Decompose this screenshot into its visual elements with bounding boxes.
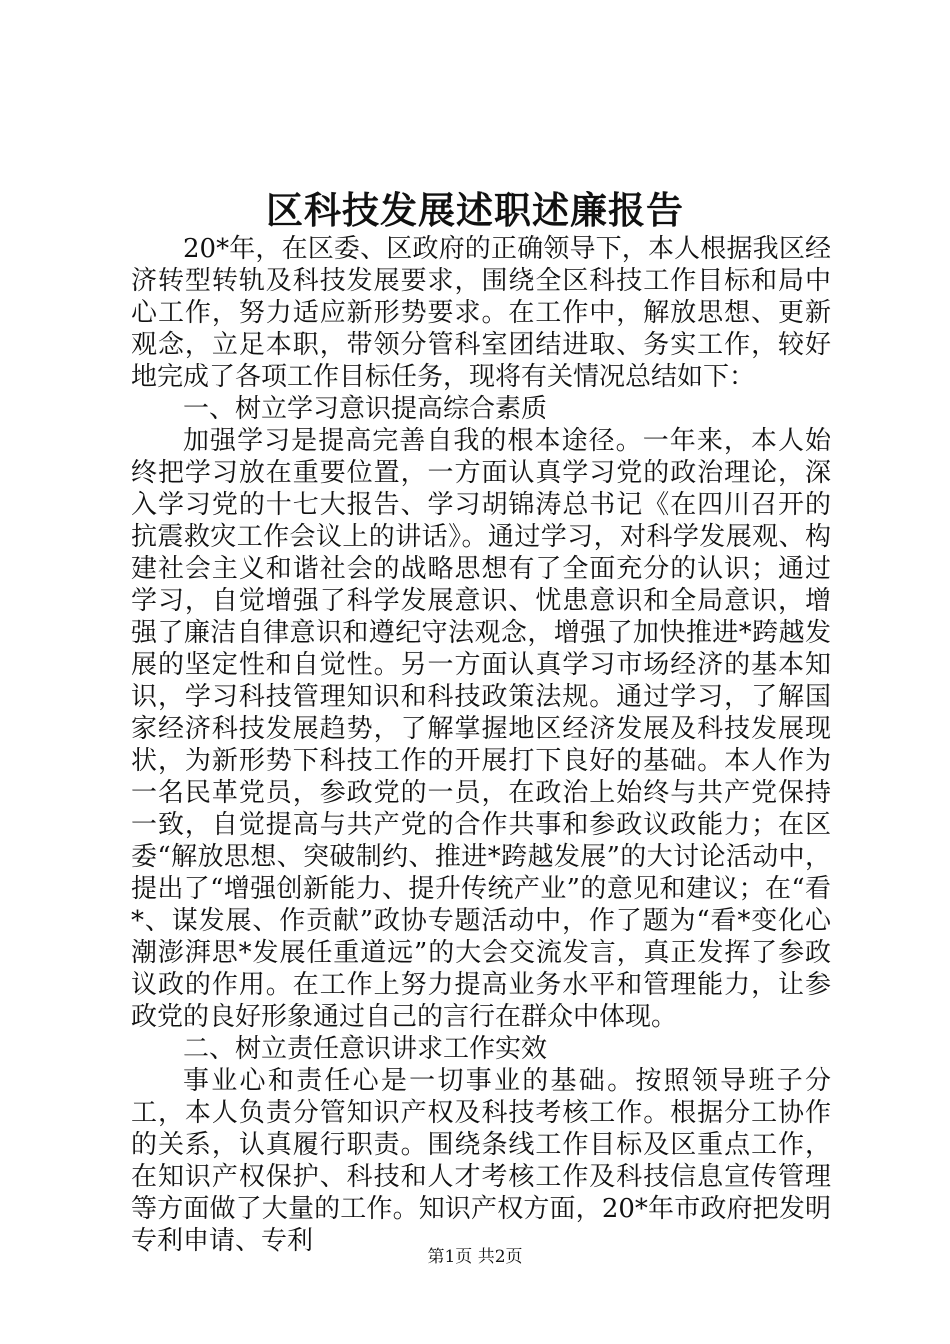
section-heading-1: 一、树立学习意识提高综合素质 bbox=[183, 394, 548, 424]
page-footer: 第1页 共2页 bbox=[427, 1247, 523, 1267]
document-title: 区科技发展述职述廉报告 bbox=[266, 188, 684, 232]
section-heading-2: 二、树立责任意识讲求工作实效 bbox=[183, 1034, 548, 1064]
section-1-paragraph: 加强学习是提高完善自我的根本途径。一年来，本人始终把学习放在重要位置，一方面认真学习党的政治理论，深入学习党的十七大报告、学习胡锦涛总书记《在四川召开的抗震救灾工作会议上的讲话》。通过学习，对科学发展观、构建社会主义和谐社会的战略思想有了全面充分的认识；通过学习，自觉增强了科学发展意识、忧患意识和全局意识，增强了廉洁自律意识和遵纪守法观念，增强了加快推进*跨越发展的坚定性和自觉性。另一方面认真学习市场经济的基本知识，学习科技管理知识和科技政策法规。通过学习，了解国家经济科技发展趋势，了解掌握地区经济发展及科技发展现状，为新形势下科技工作的开展打下良好的基础。本人作为一名民革党员，参政党的一员，在政治上始终与共产党保持一致，自觉提高与共产党的合作共事和参政议政能力；在区委“解放思想、突破制约、推进*跨越发展”的大讨论活动中，提出了“增强创新能力、提升传统产业”的意见和建议；在“看*、谋发展、作贡献”政协专题活动中，作了题为“看*变化心潮澎湃思*发展任重道远”的大会交流发言，真正发挥了参政议政的作用。在工作上努力提高业务水平和管理能力，让参政党的良好形象通过自己的言行在群众中体现。 bbox=[131, 426, 831, 1032]
section-2-paragraph: 事业心和责任心是一切事业的基础。按照领导班子分工，本人负责分管知识产权及科技考核工作。根据分工协作的关系，认真履行职责。围绕条线工作目标及区重点工作，在知识产权保护、科技和人才考核工作及科技信息宣传管理等方面做了大量的工作。知识产权方面，20*年市政府把发明专利申请、专利 bbox=[131, 1066, 831, 1256]
intro-paragraph: 20*年，在区委、区政府的正确领导下，本人根据我区经济转型转轨及科技发展要求，围绕全区科技工作目标和局中心工作，努力适应新形势要求。在工作中，解放思想、更新观念，立足本职，带领分管科室团结进取、务实工作，较好地完成了各项工作目标任务，现将有关情况总结如下： bbox=[131, 234, 831, 392]
document-body bbox=[131, 233, 831, 1257]
